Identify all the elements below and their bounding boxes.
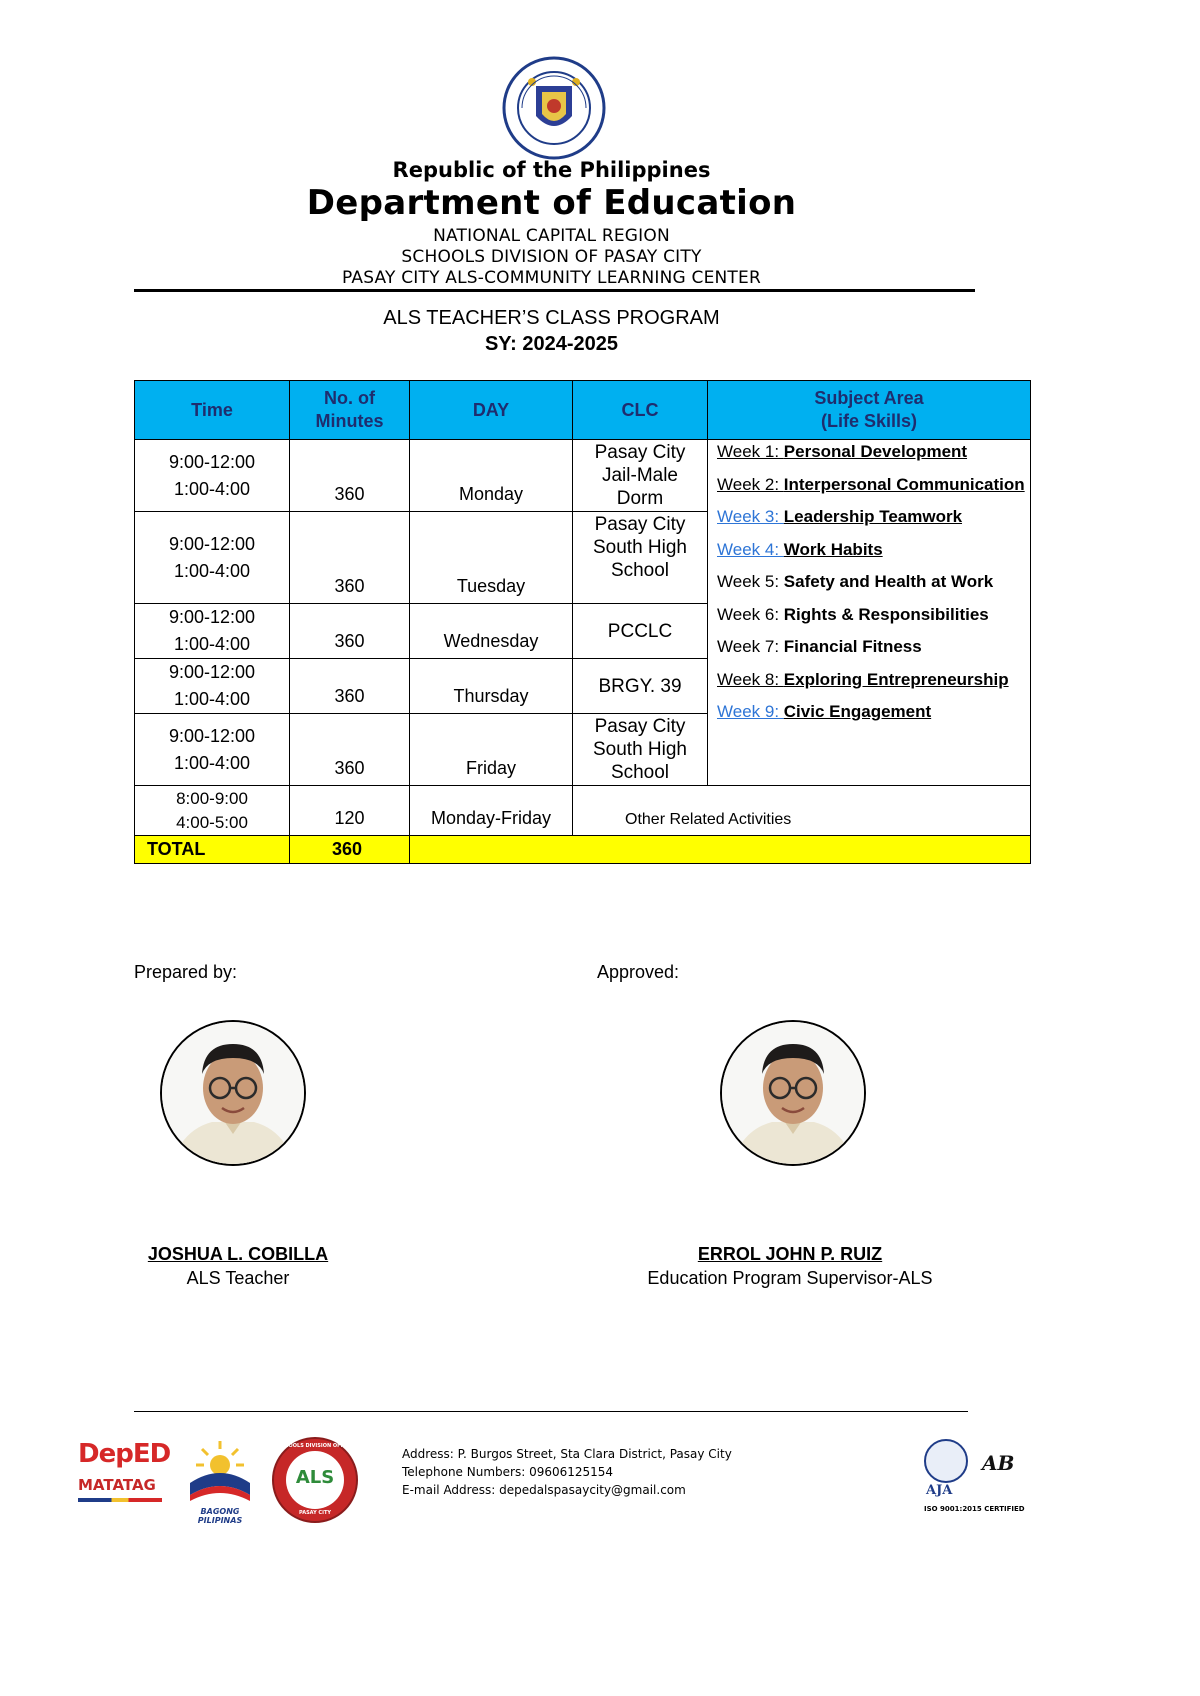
header-subject-line2: (Life Skills) <box>820 411 918 431</box>
footer-telephone: Telephone Numbers: 09606125154 <box>402 1465 614 1479</box>
preparer-photo <box>160 1020 306 1166</box>
time-cell <box>135 604 290 659</box>
footer-address: Address: P. Burgos Street, Sta Clara District, Pasay City <box>402 1447 732 1461</box>
sdo-seal-subtext: PASAY CITY <box>299 1510 331 1516</box>
approver-name: ERROL JOHN P. RUIZ <box>697 1244 883 1264</box>
day-cell: Friday <box>410 714 573 786</box>
clc-cell <box>573 604 708 659</box>
program-title: ALS TEACHER’S CLASS PROGRAM <box>383 307 720 329</box>
minutes-cell: 360 <box>290 440 410 512</box>
time-start: 9:00-12:00 <box>168 607 256 627</box>
footer-email: E-mail Address: depedalspasaycity@gmail.com <box>402 1483 686 1497</box>
minutes-cell: 360 <box>290 604 410 659</box>
week-label: Week 3: <box>717 507 784 526</box>
time-cell <box>135 659 290 714</box>
week-topic: Leadership Teamwork <box>783 507 963 526</box>
class-program-table <box>134 380 1031 864</box>
region-heading: NATIONAL CAPITAL REGION <box>433 226 670 246</box>
clc-line: School <box>610 560 670 581</box>
week-label: Week 2: <box>717 474 784 494</box>
clc-line: PCCLC <box>607 620 673 642</box>
sdo-seal-text: SCHOOLS DIVISION OFFICE <box>277 1443 353 1449</box>
time-cell <box>135 440 290 512</box>
week-topic: Safety and Health at Work <box>783 572 994 591</box>
day-cell: Thursday <box>410 659 573 714</box>
clc-line: Pasay City <box>594 716 686 737</box>
clc-line: Pasay City <box>594 442 686 463</box>
globe-icon <box>924 1439 968 1483</box>
header-minutes-line2: Minutes <box>315 411 384 431</box>
week-item <box>717 538 1030 571</box>
preparer-name: JOSHUA L. COBILLA <box>147 1244 329 1264</box>
time-start: 9:00-12:00 <box>168 725 256 746</box>
als-seal-text: ALS <box>295 1467 335 1488</box>
week-item <box>717 700 1030 733</box>
subject-area-cell <box>708 440 1031 786</box>
minutes-cell: 360 <box>290 659 410 714</box>
time-end: 1:00-4:00 <box>173 752 251 773</box>
week-item <box>717 635 1030 668</box>
table-header-row <box>135 381 1031 440</box>
approver-photo <box>720 1020 866 1166</box>
iso-certification-logo <box>924 1437 1024 1519</box>
week-item <box>717 668 1030 701</box>
time-cell <box>135 512 290 604</box>
week-label: Week 5: <box>717 572 784 591</box>
time-start: 9:00-12:00 <box>168 451 256 472</box>
clc-cell <box>573 440 708 512</box>
header-day: DAY <box>410 381 573 440</box>
header-minutes <box>290 381 410 440</box>
time-end: 1:00-4:00 <box>173 634 251 654</box>
week-label: Week 8: <box>717 669 784 689</box>
week-label: Week 1: <box>717 442 784 461</box>
total-value: 360 <box>290 836 410 864</box>
week-topic: Rights & Responsibilities <box>783 604 989 624</box>
time-end: 1:00-4:00 <box>173 478 251 499</box>
week-topic: Interpersonal Communication <box>783 474 1025 494</box>
department-heading: Department of Education <box>306 183 797 223</box>
footer-divider <box>134 1411 968 1412</box>
clc-line: School <box>610 762 670 783</box>
week-topic: Exploring Entrepreneurship <box>783 669 1009 689</box>
total-row <box>135 836 1031 864</box>
table-row-other <box>135 786 1031 836</box>
time-cell <box>135 714 290 786</box>
minutes-cell: 120 <box>290 786 410 836</box>
total-filler <box>410 836 1031 864</box>
center-heading: PASAY CITY ALS-COMMUNITY LEARNING CENTER <box>342 268 761 288</box>
header-time: Time <box>135 381 290 440</box>
week-item <box>717 473 1030 506</box>
table-row <box>135 440 1031 512</box>
bagong-pilipinas-text: BAGONG PILIPINAS <box>197 1507 243 1525</box>
header-minutes-line1: No. of <box>324 388 375 408</box>
week-topic: Personal Development <box>783 442 968 461</box>
week-topic: Financial Fitness <box>783 637 922 656</box>
bagong-pilipinas-emblem <box>180 1433 260 1503</box>
matatag-logo-text: MATATAG <box>78 1476 156 1494</box>
aja-logo-text: AJA <box>926 1483 953 1498</box>
clc-line: South High <box>592 537 687 558</box>
deped-logo-text: DepED <box>78 1439 171 1469</box>
time-start: 9:00-12:00 <box>168 662 256 682</box>
matatag-stripe <box>78 1498 162 1502</box>
week-topic: Work Habits <box>783 539 883 559</box>
week-label: Week 9: <box>717 702 784 721</box>
clc-line: Dorm <box>616 488 664 509</box>
week-label: Week 6: <box>717 604 784 624</box>
school-year: SY: 2024-2025 <box>484 333 619 355</box>
deped-seal-logo <box>502 56 606 160</box>
clc-cell <box>573 659 708 714</box>
minutes-cell: 360 <box>290 512 410 604</box>
footer-contact <box>402 1445 732 1499</box>
deped-matatag-logo <box>78 1437 171 1517</box>
clc-cell <box>573 512 708 604</box>
time-start: 9:00-12:00 <box>168 533 256 554</box>
preparer-role: ALS Teacher <box>186 1268 290 1288</box>
clc-line: Jail-Male <box>601 465 679 486</box>
prepared-by-label: Prepared by: <box>134 962 238 982</box>
time-cell <box>135 786 290 836</box>
time-end: 4:00-5:00 <box>176 812 248 832</box>
clc-line: South High <box>592 739 687 760</box>
day-cell: Tuesday <box>410 512 573 604</box>
republic-heading: Republic of the Philippines <box>392 158 711 182</box>
header-subject-line1: Subject Area <box>814 388 924 408</box>
approved-label: Approved: <box>597 962 680 982</box>
header-subject <box>708 381 1031 440</box>
approver-role: Education Program Supervisor-ALS <box>647 1268 933 1288</box>
day-cell: Wednesday <box>410 604 573 659</box>
time-end: 1:00-4:00 <box>173 560 251 581</box>
week-item <box>717 440 1030 473</box>
week-label: Week 7: <box>717 637 784 656</box>
week-item <box>717 570 1030 603</box>
other-activities-cell: Other Related Activities <box>573 786 1031 836</box>
minutes-cell: 360 <box>290 714 410 786</box>
division-heading: SCHOOLS DIVISION OF PASAY CITY <box>401 247 702 267</box>
day-cell: Monday <box>410 440 573 512</box>
iso-certified-text: ISO 9001:2015 CERTIFIED <box>924 1505 1025 1513</box>
week-label: Week 4: <box>717 539 784 559</box>
time-start: 8:00-9:00 <box>176 788 248 808</box>
week-topic: Civic Engagement <box>783 702 932 721</box>
total-label: TOTAL <box>135 836 290 864</box>
sdo-pasay-als-seal <box>272 1437 358 1523</box>
header-clc: CLC <box>573 381 708 440</box>
clc-cell <box>573 714 708 786</box>
bagong-pilipinas-logo <box>180 1433 260 1525</box>
clc-line: Pasay City <box>594 514 686 535</box>
week-item <box>717 603 1030 636</box>
week-item <box>717 505 1030 538</box>
header-divider <box>134 289 975 292</box>
time-end: 1:00-4:00 <box>173 689 251 709</box>
clc-line: BRGY. 39 <box>598 675 682 697</box>
uk-ab-logo-text: AB <box>982 1451 1015 1475</box>
day-cell: Monday-Friday <box>410 786 573 836</box>
